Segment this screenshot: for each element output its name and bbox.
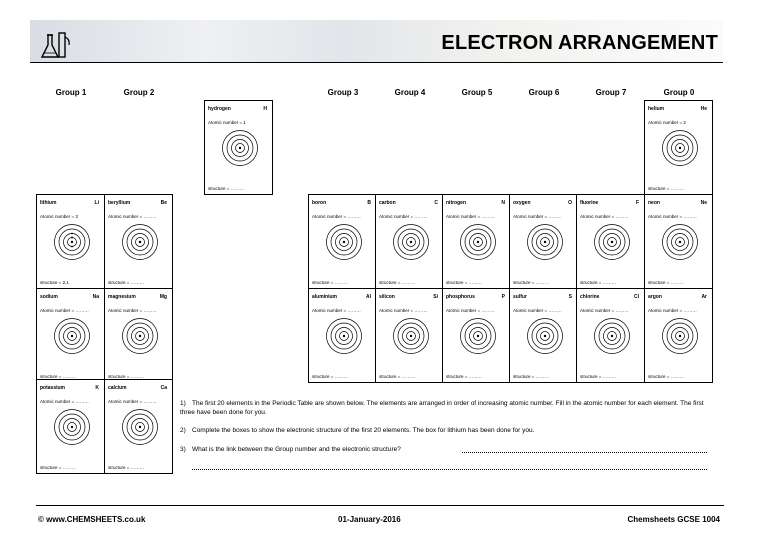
structure-field[interactable]: structure = ……… bbox=[379, 280, 416, 285]
group-heading-1: Group 1 bbox=[55, 88, 87, 97]
element-box-magnesium bbox=[104, 288, 173, 383]
footer-divider bbox=[36, 505, 724, 506]
electron-shells-icon bbox=[221, 129, 259, 167]
structure-field[interactable]: structure = ……… bbox=[513, 374, 550, 379]
element-name: carbon bbox=[379, 200, 396, 206]
electron-shells-icon bbox=[53, 223, 91, 261]
structure-field[interactable]: structure = ……… bbox=[580, 280, 617, 285]
element-symbol: Ar bbox=[701, 294, 707, 300]
element-box-silicon bbox=[375, 288, 444, 383]
structure-field[interactable]: structure = ……… bbox=[40, 465, 77, 470]
element-name: chlorine bbox=[580, 294, 600, 300]
banner-divider bbox=[30, 62, 723, 63]
electron-shells-icon bbox=[325, 223, 363, 261]
element-symbol: Si bbox=[433, 294, 438, 300]
element-symbol: Na bbox=[92, 294, 99, 300]
element-symbol: Li bbox=[94, 200, 99, 206]
structure-field[interactable]: structure = ……… bbox=[379, 374, 416, 379]
electron-shells-icon bbox=[121, 317, 159, 355]
element-box-chlorine bbox=[576, 288, 645, 383]
element-symbol: Be bbox=[160, 200, 167, 206]
structure-field[interactable]: structure = ……… bbox=[108, 374, 145, 379]
element-name: boron bbox=[312, 200, 327, 206]
atomic-number-field[interactable]: Atomic number = ……… bbox=[312, 214, 361, 219]
element-box-beryllium bbox=[104, 194, 173, 289]
element-box-argon bbox=[644, 288, 713, 383]
element-symbol: H bbox=[263, 106, 267, 112]
element-symbol: Mg bbox=[159, 294, 167, 300]
element-symbol: K bbox=[95, 385, 99, 391]
electron-shells-icon bbox=[593, 223, 631, 261]
footer-code: Chemsheets GCSE 1004 bbox=[627, 515, 720, 524]
structure-field[interactable]: structure = ……… bbox=[312, 374, 349, 379]
element-name: calcium bbox=[108, 385, 127, 391]
atomic-number-field[interactable]: Atomic number = 2 bbox=[648, 120, 686, 125]
element-symbol: Cl bbox=[634, 294, 639, 300]
lab-glassware-icon bbox=[38, 27, 72, 59]
question-1-text: The first 20 elements in the Periodic Table are shown below. The elements are arranged in order of increasing atomic number. Fill in the atomic number for each element. The first three have been done for you. bbox=[180, 400, 704, 416]
atomic-number-field[interactable]: Atomic number = ……… bbox=[513, 214, 562, 219]
element-box-potassium bbox=[36, 379, 105, 474]
group-heading-0: Group 0 bbox=[663, 88, 695, 97]
element-symbol: Ne bbox=[700, 200, 707, 206]
structure-field[interactable]: structure = ……… bbox=[513, 280, 550, 285]
element-symbol: He bbox=[700, 106, 707, 112]
question-1-number: 1) bbox=[180, 400, 186, 407]
element-symbol: S bbox=[568, 294, 572, 300]
question-2 bbox=[180, 426, 720, 435]
question-3-text: What is the link between the Group number and the electronic structure? bbox=[192, 446, 401, 453]
element-symbol: O bbox=[568, 200, 572, 206]
atomic-number-field[interactable]: Atomic number = ……… bbox=[108, 308, 157, 313]
group-heading-7: Group 7 bbox=[595, 88, 627, 97]
atomic-number-field[interactable]: Atomic number = ……… bbox=[108, 399, 157, 404]
question-2-number: 2) bbox=[180, 427, 186, 434]
element-name: potassium bbox=[40, 385, 66, 391]
structure-field[interactable]: structure = ……… bbox=[108, 280, 145, 285]
group-heading-6: Group 6 bbox=[528, 88, 560, 97]
element-box-sodium bbox=[36, 288, 105, 383]
element-box-lithium bbox=[36, 194, 105, 289]
element-name: hydrogen bbox=[208, 106, 231, 112]
structure-field[interactable]: structure = ……… bbox=[312, 280, 349, 285]
group-heading-5: Group 5 bbox=[461, 88, 493, 97]
element-box-phosphorus bbox=[442, 288, 511, 383]
element-name: aluminium bbox=[312, 294, 338, 300]
element-box-carbon bbox=[375, 194, 444, 289]
electron-shells-icon bbox=[392, 317, 430, 355]
element-name: argon bbox=[648, 294, 662, 300]
answer-line-1[interactable] bbox=[462, 444, 707, 453]
atomic-number-field[interactable]: Atomic number = ……… bbox=[446, 308, 495, 313]
electron-shells-icon bbox=[661, 223, 699, 261]
atomic-number-field[interactable]: Atomic number = ……… bbox=[580, 214, 629, 219]
element-symbol: Ca bbox=[160, 385, 167, 391]
element-box-sulfur bbox=[509, 288, 578, 383]
element-symbol: F bbox=[635, 200, 639, 206]
electron-shells-icon bbox=[53, 317, 91, 355]
element-name: silicon bbox=[379, 294, 395, 300]
element-name: oxygen bbox=[513, 200, 531, 206]
element-name: helium bbox=[648, 106, 665, 112]
element-name: sulfur bbox=[513, 294, 527, 300]
element-box-helium bbox=[644, 100, 713, 195]
structure-field[interactable]: structure = ……… bbox=[648, 186, 685, 191]
page-title: ELECTRON ARRANGEMENT bbox=[441, 32, 718, 54]
element-name: phosphorus bbox=[446, 294, 475, 300]
structure-field[interactable]: structure = ……… bbox=[108, 465, 145, 470]
structure-field[interactable]: structure = ……… bbox=[40, 374, 77, 379]
atomic-number-field[interactable]: Atomic number = ……… bbox=[379, 308, 428, 313]
structure-field[interactable]: structure = ……… bbox=[446, 374, 483, 379]
structure-field[interactable]: structure = 2,1 bbox=[40, 280, 69, 285]
element-box-neon bbox=[644, 194, 713, 289]
element-box-hydrogen bbox=[204, 100, 273, 195]
element-name: neon bbox=[648, 200, 660, 206]
electron-shells-icon bbox=[459, 317, 497, 355]
electron-shells-icon bbox=[459, 223, 497, 261]
element-box-boron bbox=[308, 194, 377, 289]
element-box-fluorine bbox=[576, 194, 645, 289]
electron-shells-icon bbox=[53, 408, 91, 446]
element-box-nitrogen bbox=[442, 194, 511, 289]
question-3-number: 3) bbox=[180, 446, 186, 453]
atomic-number-field[interactable]: Atomic number = ……… bbox=[513, 308, 562, 313]
atomic-number-field[interactable]: Atomic number = ……… bbox=[108, 214, 157, 219]
atomic-number-field[interactable]: Atomic number = ……… bbox=[580, 308, 629, 313]
element-name: fluorine bbox=[580, 200, 599, 206]
element-box-oxygen bbox=[509, 194, 578, 289]
question-1 bbox=[180, 399, 720, 417]
electron-shells-icon bbox=[593, 317, 631, 355]
atomic-number-field[interactable]: Atomic number = 1 bbox=[208, 120, 246, 125]
group-heading-4: Group 4 bbox=[394, 88, 426, 97]
footer-copyright: © www.CHEMSHEETS.co.uk bbox=[38, 515, 146, 524]
electron-shells-icon bbox=[392, 223, 430, 261]
element-symbol: P bbox=[501, 294, 505, 300]
group-heading-3: Group 3 bbox=[327, 88, 359, 97]
question-2-text: Complete the boxes to show the electronic structure of the first 20 elements. The box for lithium has been done for you. bbox=[192, 427, 535, 434]
element-box-calcium bbox=[104, 379, 173, 474]
element-name: beryllium bbox=[108, 200, 131, 206]
electron-shells-icon bbox=[325, 317, 363, 355]
electron-shells-icon bbox=[526, 317, 564, 355]
element-box-aluminium bbox=[308, 288, 377, 383]
atomic-number-field[interactable]: Atomic number = ……… bbox=[446, 214, 495, 219]
atomic-number-field[interactable]: Atomic number = ……… bbox=[40, 308, 89, 313]
element-symbol: B bbox=[367, 200, 371, 206]
element-name: magnesium bbox=[108, 294, 136, 300]
structure-field[interactable]: structure = ……… bbox=[446, 280, 483, 285]
footer-date: 01-January-2016 bbox=[338, 515, 401, 524]
atomic-number-field[interactable]: Atomic number = ……… bbox=[312, 308, 361, 313]
structure-field[interactable]: structure = ……… bbox=[648, 280, 685, 285]
atomic-number-field[interactable]: Atomic number = ……… bbox=[648, 308, 697, 313]
electron-shells-icon bbox=[121, 408, 159, 446]
structure-field[interactable]: structure = ……… bbox=[208, 186, 245, 191]
element-name: lithium bbox=[40, 200, 57, 206]
atomic-number-field[interactable]: Atomic number = ……… bbox=[648, 214, 697, 219]
element-name: sodium bbox=[40, 294, 58, 300]
electron-shells-icon bbox=[121, 223, 159, 261]
answer-line-2[interactable] bbox=[192, 461, 707, 470]
structure-field[interactable]: structure = ……… bbox=[580, 374, 617, 379]
group-heading-2: Group 2 bbox=[123, 88, 155, 97]
electron-shells-icon bbox=[661, 317, 699, 355]
element-name: nitrogen bbox=[446, 200, 466, 206]
electron-shells-icon bbox=[661, 129, 699, 167]
element-symbol: N bbox=[501, 200, 505, 206]
atomic-number-field[interactable]: Atomic number = ……… bbox=[379, 214, 428, 219]
structure-field[interactable]: structure = ……… bbox=[648, 374, 685, 379]
atomic-number-field[interactable]: Atomic number = ……… bbox=[40, 399, 89, 404]
electron-shells-icon bbox=[526, 223, 564, 261]
atomic-number-field[interactable]: Atomic number = 3 bbox=[40, 214, 78, 219]
element-symbol: Al bbox=[366, 294, 371, 300]
element-symbol: C bbox=[434, 200, 438, 206]
